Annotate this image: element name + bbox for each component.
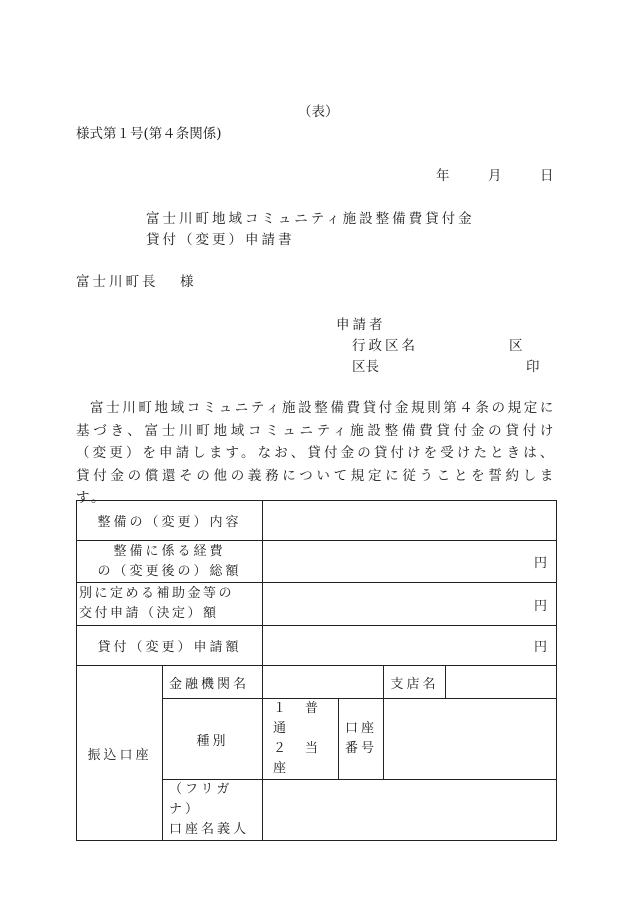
kana-label: （フリガナ） bbox=[169, 782, 233, 817]
account-number-label-line-2: 番号 bbox=[345, 741, 378, 756]
body-text: 富士川町地域コミュニティ施設整備費貸付金規則第４条の規定に基づき、富士川町地域コミュニティ施設整備費貸付金の貸付け（変更）を申請します。なお、貸付金の貸付けを受けたときは、貸付金の償還その他の義務について規定に従うことを誓約します。 bbox=[76, 400, 556, 506]
district-suffix: 区 bbox=[509, 338, 523, 354]
subsidy-label-line-1: 別に定める補助金等の bbox=[79, 586, 235, 601]
side-label: （表） bbox=[298, 104, 339, 120]
subsidy-amount-label bbox=[77, 583, 263, 626]
content-field[interactable] bbox=[263, 501, 557, 541]
account-type-options[interactable] bbox=[263, 699, 339, 780]
loan-amount-label: 貸付（変更）申請額 bbox=[77, 626, 263, 666]
addressee-honorific: 様 bbox=[180, 274, 194, 290]
subsidy-label-line-2: 交付申請（決定）額 bbox=[79, 606, 219, 621]
account-number-label-line-1: 口座 bbox=[345, 721, 378, 736]
account-holder-field[interactable] bbox=[263, 780, 557, 841]
date-day-label: 日 bbox=[540, 168, 554, 184]
total-cost-field[interactable] bbox=[263, 541, 557, 583]
yen-unit: 円 bbox=[534, 556, 551, 571]
seal-mark: 印 bbox=[526, 359, 540, 375]
date-year-label: 年 bbox=[436, 168, 450, 184]
account-number-field[interactable] bbox=[384, 699, 557, 780]
branch-field[interactable] bbox=[446, 666, 557, 699]
form-number: 様式第１号(第４条関係) bbox=[76, 126, 222, 142]
title-line-1: 富士川町地域コミュニティ施設整備費貸付金 bbox=[146, 211, 475, 227]
subsidy-amount-field[interactable] bbox=[263, 583, 557, 626]
bank-section-label: 振込口座 bbox=[77, 666, 163, 841]
total-cost-label-line-2: の（変更後の）総額 bbox=[97, 563, 242, 579]
account-type-ordinary[interactable]: １ 普通 bbox=[273, 701, 322, 736]
content-label: 整備の（変更）内容 bbox=[77, 501, 263, 541]
branch-label: 支店名 bbox=[384, 666, 446, 699]
district-head-label: 区長 bbox=[352, 359, 379, 375]
loan-amount-field[interactable] bbox=[263, 626, 557, 666]
account-holder-label bbox=[163, 780, 263, 841]
account-type-label: 種別 bbox=[163, 699, 263, 780]
district-name-label: 行政区名 bbox=[352, 338, 418, 354]
addressee-name: 富士川町長 bbox=[76, 274, 159, 290]
account-number-label bbox=[339, 699, 384, 780]
yen-unit: 円 bbox=[534, 640, 551, 655]
application-form-table bbox=[76, 500, 557, 841]
total-cost-label bbox=[77, 541, 263, 583]
applicant-label: 申請者 bbox=[336, 317, 386, 333]
bank-name-label: 金融機関名 bbox=[163, 666, 263, 699]
yen-unit: 円 bbox=[534, 598, 551, 614]
total-cost-label-line-1: 整備に係る経費 bbox=[113, 543, 226, 559]
holder-label: 口座名義人 bbox=[169, 822, 250, 837]
date-month-label: 月 bbox=[488, 168, 502, 184]
account-type-current[interactable]: ２ 当座 bbox=[273, 741, 322, 776]
bank-name-field[interactable] bbox=[263, 666, 384, 699]
title-line-2: 貸付（変更）申請書 bbox=[146, 232, 295, 248]
